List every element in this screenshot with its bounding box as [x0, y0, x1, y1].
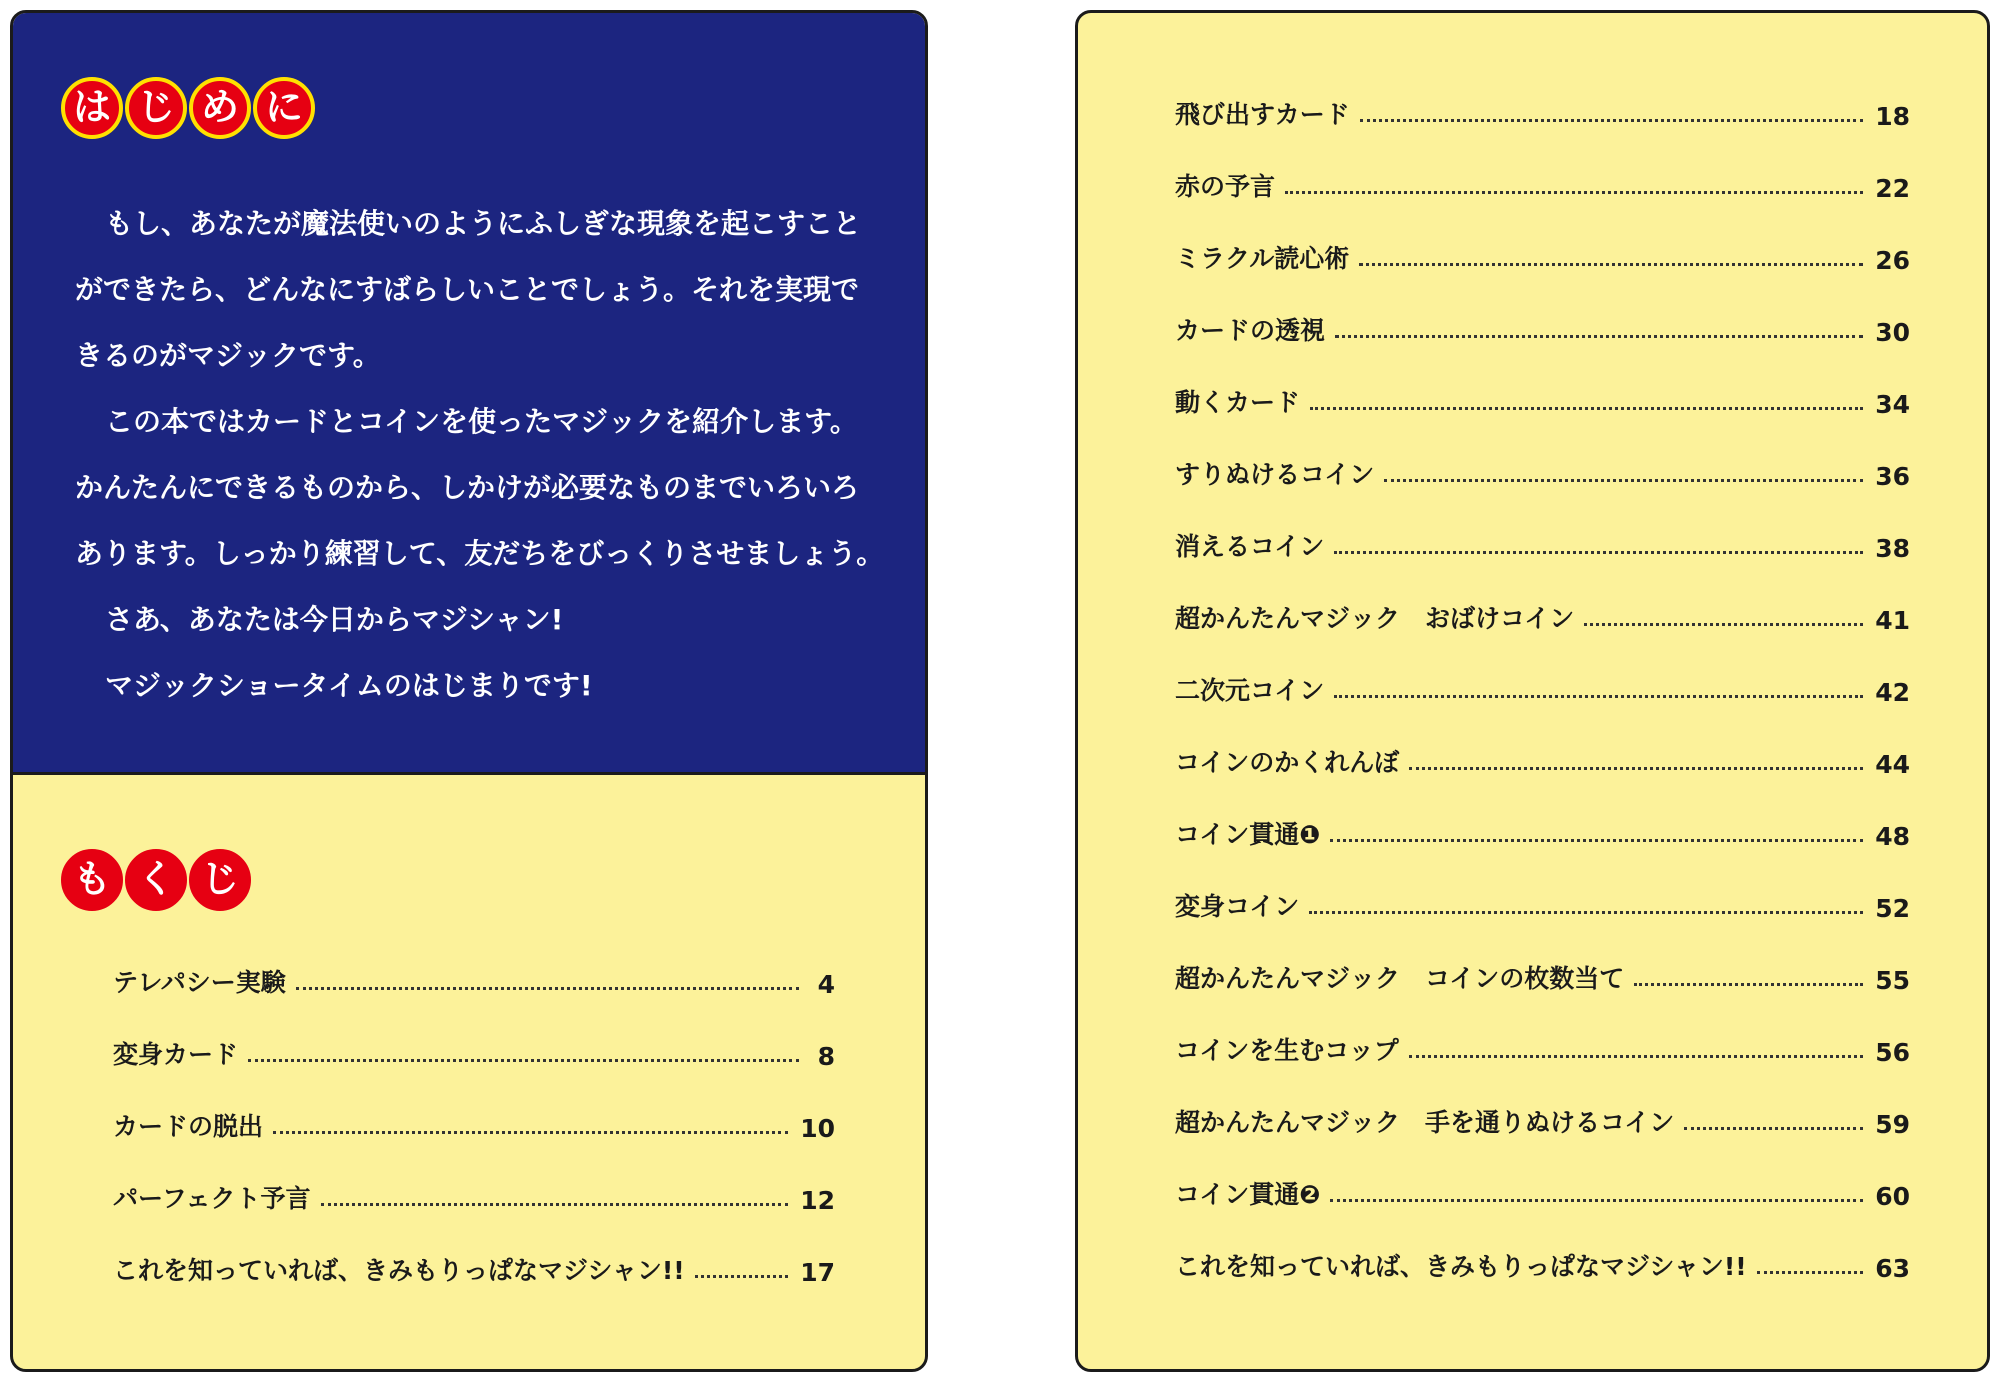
toc-entry[interactable] — [1175, 739, 1910, 779]
toc-entry[interactable] — [1175, 1171, 1910, 1211]
toc-entry[interactable] — [1175, 1027, 1910, 1067]
toc-entry[interactable] — [113, 1175, 835, 1215]
leader-dots — [1285, 191, 1863, 194]
leader-dots — [1330, 839, 1863, 842]
leader-dots — [1584, 623, 1863, 626]
toc-entry-title: 変身コイン — [1175, 892, 1300, 921]
leader-dots — [1384, 479, 1863, 482]
toc-entry-page: 41 — [1875, 606, 1910, 635]
leader-dots — [1409, 1055, 1863, 1058]
leader-dots — [1409, 767, 1863, 770]
toc-entry-page: 4 — [817, 970, 835, 999]
toc-entry-title: 赤の予言 — [1175, 172, 1276, 201]
toc-list-right — [1175, 13, 1910, 1369]
toc-entry-page: 8 — [817, 1042, 835, 1071]
toc-entry-title: 変身カード — [113, 1040, 239, 1069]
heading-char: じ — [189, 849, 251, 911]
toc-entry[interactable] — [113, 1103, 835, 1143]
toc-entry-page: 48 — [1875, 822, 1910, 851]
toc-entry-title: 消えるコイン — [1175, 532, 1325, 561]
toc-entry-page: 63 — [1875, 1254, 1910, 1283]
heading-char: め — [189, 77, 251, 139]
toc-entry[interactable] — [1175, 1243, 1910, 1283]
leader-dots — [273, 1131, 788, 1134]
toc-entry-title: コインのかくれんぼ — [1175, 748, 1400, 777]
toc-entry-title: これを知っていれば、きみもりっぱなマジシャン!! — [1175, 1252, 1747, 1281]
toc-entry-title: 動くカード — [1175, 388, 1301, 417]
heading-char: に — [253, 77, 315, 139]
toc-entry[interactable] — [1175, 883, 1910, 923]
toc-entry-page: 17 — [800, 1258, 835, 1287]
leader-dots — [1757, 1271, 1864, 1274]
toc-entry-page: 55 — [1875, 966, 1910, 995]
intro-line: あります。しっかり練習して、友だちをびっくりさせましょう。 — [75, 537, 885, 570]
leader-dots — [1334, 551, 1863, 554]
toc-entry-title: ミラクル読心術 — [1175, 244, 1350, 273]
toc-entry[interactable] — [1175, 1099, 1910, 1139]
toc-entry[interactable] — [113, 1247, 835, 1287]
intro-line: この本ではカードとコインを使ったマジックを紹介します。 — [105, 405, 858, 438]
toc-entry-title: 超かんたんマジック おばけコイン — [1175, 604, 1575, 633]
toc-entry-title: 飛び出すカード — [1175, 100, 1350, 129]
toc-entry-page: 44 — [1875, 750, 1910, 779]
heading-char: く — [125, 849, 187, 911]
toc-entry[interactable] — [1175, 667, 1910, 707]
leader-dots — [1634, 983, 1863, 986]
leader-dots — [1330, 1199, 1863, 1202]
toc-entry[interactable] — [1175, 955, 1910, 995]
toc-entry[interactable] — [1175, 595, 1910, 635]
toc-entry-title: カードの脱出 — [113, 1112, 264, 1141]
intro-line: さあ、あなたは今日からマジシャン! — [105, 603, 564, 636]
toc-entry-title: すりぬけるコイン — [1175, 460, 1375, 489]
toc-entry-title: コイン貫通❷ — [1175, 1180, 1321, 1209]
heading-char: は — [61, 77, 123, 139]
leader-dots — [1309, 911, 1863, 914]
toc-entry-page: 38 — [1875, 534, 1910, 563]
toc-entry-page: 10 — [800, 1114, 835, 1143]
toc-entry-page: 26 — [1875, 246, 1910, 275]
leader-dots — [1334, 695, 1863, 698]
toc-entry-page: 18 — [1875, 102, 1910, 131]
leader-dots — [1335, 335, 1863, 338]
left-page — [10, 10, 928, 1372]
toc-entry-title: 二次元コイン — [1175, 676, 1325, 705]
toc-entry-title: カードの透視 — [1175, 316, 1326, 345]
leader-dots — [1310, 407, 1863, 410]
leader-dots — [1360, 119, 1863, 122]
intro-line: ができたら、どんなにすばらしいことでしょう。それを実現で — [75, 273, 860, 306]
toc-entry[interactable] — [1175, 523, 1910, 563]
toc-entry-page: 59 — [1875, 1110, 1910, 1139]
toc-entry[interactable] — [1175, 91, 1910, 131]
toc-entry[interactable] — [1175, 307, 1910, 347]
toc-entry-page: 34 — [1875, 390, 1910, 419]
leader-dots — [1359, 263, 1863, 266]
toc-entry[interactable] — [1175, 235, 1910, 275]
toc-entry-page: 36 — [1875, 462, 1910, 491]
right-page — [1075, 10, 1990, 1372]
toc-list-left — [113, 13, 835, 1369]
toc-entry[interactable] — [1175, 811, 1910, 851]
toc-entry[interactable] — [113, 959, 835, 999]
toc-entry[interactable] — [1175, 379, 1910, 419]
toc-entry-title: パーフェクト予言 — [113, 1184, 311, 1213]
leader-dots — [296, 987, 799, 990]
leader-dots — [248, 1059, 799, 1062]
toc-entry[interactable] — [113, 1031, 835, 1071]
leader-dots — [1684, 1127, 1863, 1130]
heading-char: じ — [125, 77, 187, 139]
toc-entry-title: コインを生むコップ — [1175, 1036, 1399, 1065]
toc-entry-page: 22 — [1875, 174, 1910, 203]
toc-entry-title: コイン貫通❶ — [1175, 820, 1321, 849]
toc-entry[interactable] — [1175, 163, 1910, 203]
heading-char: も — [61, 849, 123, 911]
toc-entry-page: 12 — [800, 1186, 835, 1215]
toc-entry-title: 超かんたんマジック 手を通りぬけるコイン — [1175, 1108, 1675, 1137]
toc-entry-page: 56 — [1875, 1038, 1910, 1067]
intro-line: もし、あなたが魔法使いのようにふしぎな現象を起こすこと — [105, 207, 862, 240]
toc-entry-page: 42 — [1875, 678, 1910, 707]
toc-entry-title: これを知っていれば、きみもりっぱなマジシャン!! — [113, 1256, 685, 1285]
toc-entry-page: 60 — [1875, 1182, 1910, 1211]
toc-entry-page: 52 — [1875, 894, 1910, 923]
toc-entry-page: 30 — [1875, 318, 1910, 347]
toc-entry-title: 超かんたんマジック コインの枚数当て — [1175, 964, 1625, 993]
intro-line: かんたんにできるものから、しかけが必要なものまでいろいろ — [75, 471, 860, 504]
toc-entry[interactable] — [1175, 451, 1910, 491]
toc-entry-title: テレパシー実験 — [113, 968, 286, 997]
leader-dots — [695, 1275, 789, 1278]
leader-dots — [321, 1203, 789, 1206]
intro-line: きるのがマジックです。 — [75, 339, 381, 372]
intro-line: マジックショータイムのはじまりです! — [105, 669, 593, 702]
